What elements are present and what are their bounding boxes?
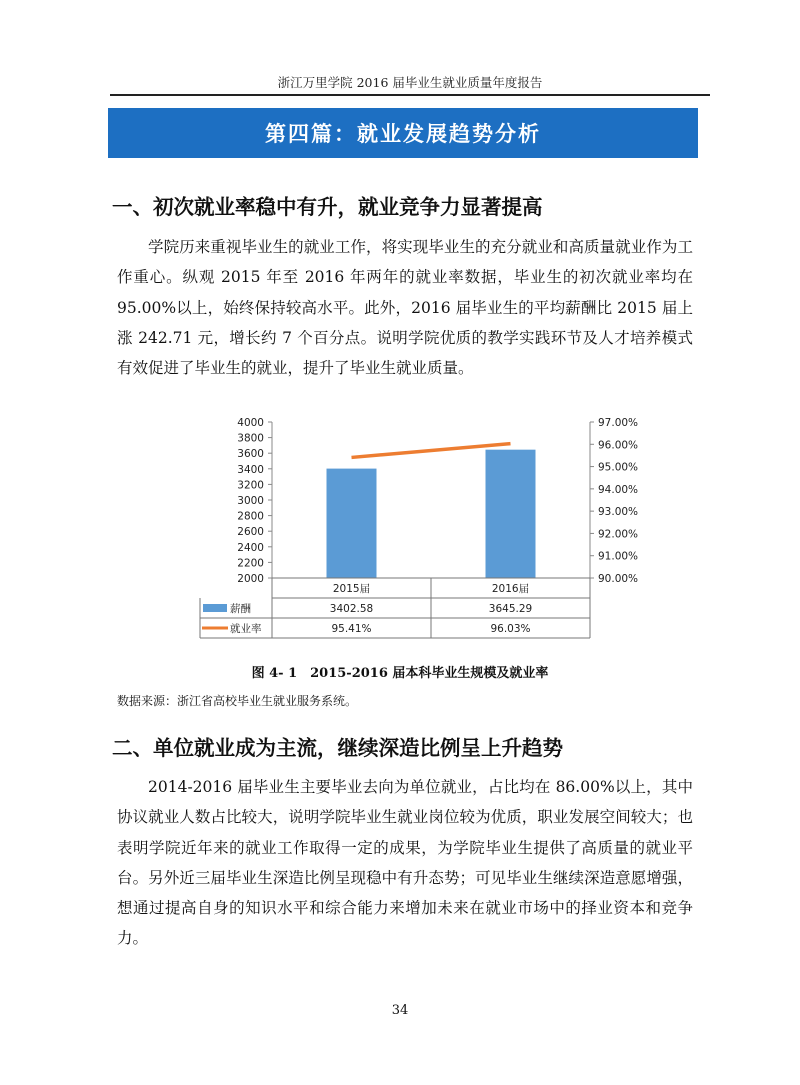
category-label: 2016届	[491, 583, 530, 595]
left-tick-label: 3800	[237, 432, 264, 445]
section1-paragraph: 学院历来重视毕业生的就业工作，将实现毕业生的充分就业和高质量就业作为工作重心。纵观 2015 年至 2016 年两年的就业率数据，毕业生的初次就业率均在 95.00%以上，始终保持较高水平。此外，2016 届毕业生的平均薪酬比 2015 届上涨 242.71 元，增长约 7 个百分点。说明学院优质的教学实践环节及人才培养模式有效促进了毕业生的就业，提升了毕业生就业质量。	[117, 238, 693, 378]
data-label: 3402.58	[329, 603, 374, 615]
salary-employment-chart	[195, 412, 665, 644]
left-tick-label: 2800	[237, 510, 264, 523]
figure-caption: 图 4- 1 2015-2016 届本科毕业生规模及就业率	[251, 666, 549, 681]
left-tick-label: 3600	[237, 448, 264, 461]
left-tick-label: 2200	[237, 557, 264, 570]
bar-2016届	[486, 450, 536, 578]
right-tick-label: 95.00%	[598, 461, 639, 474]
left-tick-label: 3400	[237, 463, 264, 476]
figure-source: 数据来源：浙江省高校毕业生就业服务系统。	[117, 694, 358, 708]
data-label: 95.41%	[331, 623, 372, 635]
data-label: 96.03%	[490, 623, 531, 635]
category-label: 2015届	[332, 583, 371, 595]
right-tick-label: 96.00%	[598, 439, 639, 452]
left-tick-label: 4000	[237, 417, 264, 429]
chapter-title: 第四篇：就业发展趋势分析	[265, 122, 541, 146]
chapter-banner	[108, 108, 698, 158]
right-tick-label: 94.00%	[598, 483, 639, 496]
data-label: 3645.29	[488, 603, 533, 615]
legend-bar-swatch	[203, 604, 227, 612]
left-tick-label: 2400	[237, 541, 264, 554]
left-tick-label: 3200	[237, 479, 264, 492]
bar-2015届	[327, 469, 377, 578]
left-tick-label: 2000	[237, 573, 264, 585]
right-tick-label: 93.00%	[598, 506, 639, 519]
header-rule	[110, 94, 710, 96]
legend-label: 薪酬	[230, 603, 251, 615]
page-number: 34	[391, 1003, 409, 1018]
left-tick-label: 2600	[237, 526, 264, 539]
right-tick-label: 90.00%	[598, 573, 639, 585]
running-header: 浙江万里学院 2016 届毕业生就业质量年度报告	[277, 75, 543, 90]
section2-heading: 二、单位就业成为主流，继续深造比例呈上升趋势	[112, 736, 563, 760]
section2-paragraph: 2014-2016 届毕业生主要毕业去向为单位就业，占比均在 86.00%以上，其中协议就业人数占比较大，说明学院毕业生就业岗位较为优质，职业发展空间较大；也表明学院近年来的就业工作取得一定的成果，为学院毕业生提供了高质量的就业平台。另外近三届毕业生深造比例呈现稳中有升态势；可见毕业生继续深造意愿增强，想通过提高自身的知识水平和综合能力来增加未来在就业市场中的择业资本和竞争力。	[117, 778, 693, 948]
legend-label: 就业率	[230, 623, 262, 635]
right-tick-label: 91.00%	[598, 550, 639, 563]
right-tick-label: 92.00%	[598, 528, 639, 541]
section1-heading: 一、初次就业率稳中有升，就业竞争力显著提高	[112, 195, 543, 219]
right-tick-label: 97.00%	[598, 417, 639, 429]
left-tick-label: 3000	[237, 495, 264, 507]
